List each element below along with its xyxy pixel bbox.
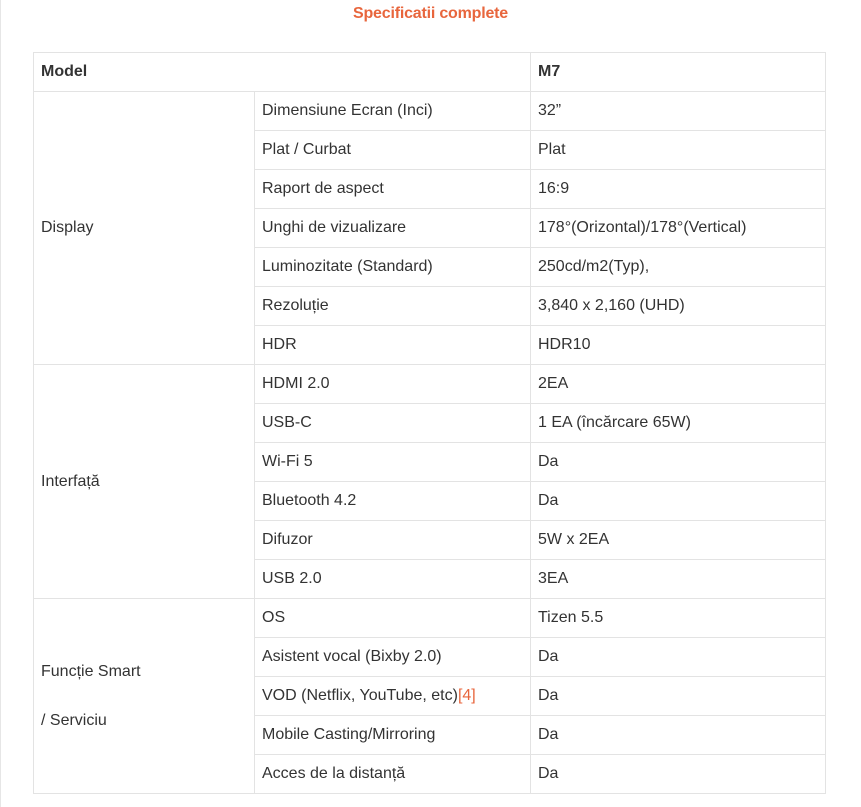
spec-name: Plat / Curbat bbox=[255, 131, 531, 170]
spec-name: HDR bbox=[255, 326, 531, 365]
spec-name: Mobile Casting/Mirroring bbox=[255, 716, 531, 755]
spec-value: 5W x 2EA bbox=[531, 521, 826, 560]
model-label: Model bbox=[34, 53, 531, 92]
page-title: Specificatii complete bbox=[353, 5, 508, 22]
spec-name: Difuzor bbox=[255, 521, 531, 560]
spec-name: Wi-Fi 5 bbox=[255, 443, 531, 482]
spec-name: HDMI 2.0 bbox=[255, 365, 531, 404]
spec-name: Acces de la distanță bbox=[255, 755, 531, 794]
spec-name: Rezoluție bbox=[255, 287, 531, 326]
page-left-border bbox=[0, 0, 1, 807]
spec-value: Da bbox=[531, 755, 826, 794]
table-row bbox=[34, 599, 826, 638]
spec-value: 250cd/m2(Typ), bbox=[531, 248, 826, 287]
group-label-smart-line1: Funcție Smart bbox=[41, 662, 141, 680]
spec-value: 16:9 bbox=[531, 170, 826, 209]
spec-name: VOD (Netflix, YouTube, etc) bbox=[262, 687, 458, 704]
spec-name: Asistent vocal (Bixby 2.0) bbox=[255, 638, 531, 677]
spec-name: Luminozitate (Standard) bbox=[255, 248, 531, 287]
spec-value: HDR10 bbox=[531, 326, 826, 365]
table-row bbox=[34, 365, 826, 404]
model-value: M7 bbox=[531, 53, 826, 92]
group-label-smart bbox=[34, 599, 255, 794]
table-row bbox=[34, 92, 826, 131]
group-label-display: Display bbox=[34, 92, 255, 365]
spec-value: Da bbox=[531, 443, 826, 482]
spec-value: 178°(Orizontal)/178°(Vertical) bbox=[531, 209, 826, 248]
spec-name: USB-C bbox=[255, 404, 531, 443]
group-label-smart-line2: / Serviciu bbox=[41, 711, 107, 729]
spec-name: OS bbox=[255, 599, 531, 638]
group-label-interface: Interfață bbox=[34, 365, 255, 599]
spec-name: USB 2.0 bbox=[255, 560, 531, 599]
spec-value: 2EA bbox=[531, 365, 826, 404]
spec-value: Tizen 5.5 bbox=[531, 599, 826, 638]
spec-value: Plat bbox=[531, 131, 826, 170]
spec-value: Da bbox=[531, 677, 826, 716]
table-header-row bbox=[34, 53, 826, 92]
spec-value: 3EA bbox=[531, 560, 826, 599]
spec-name: Bluetooth 4.2 bbox=[255, 482, 531, 521]
spec-value: 3,840 x 2,160 (UHD) bbox=[531, 287, 826, 326]
spec-value: Da bbox=[531, 482, 826, 521]
spec-name: Raport de aspect bbox=[255, 170, 531, 209]
spec-name-with-footnote bbox=[255, 677, 531, 716]
spec-value: 1 EA (încărcare 65W) bbox=[531, 404, 826, 443]
spec-value: Da bbox=[531, 638, 826, 677]
spec-value: Da bbox=[531, 716, 826, 755]
spec-value: 32” bbox=[531, 92, 826, 131]
spec-name: Dimensiune Ecran (Inci) bbox=[255, 92, 531, 131]
footnote-link[interactable]: [4] bbox=[457, 687, 476, 704]
spec-name: Unghi de vizualizare bbox=[255, 209, 531, 248]
spec-table bbox=[33, 52, 826, 794]
